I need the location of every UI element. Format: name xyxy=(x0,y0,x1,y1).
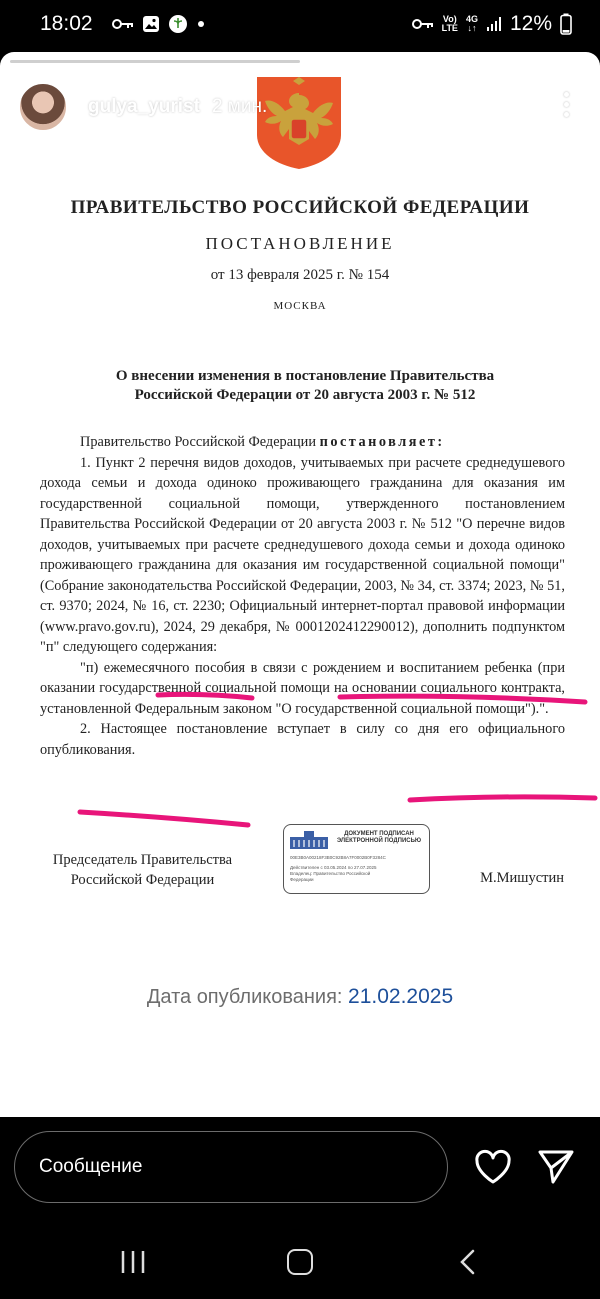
publication-label: Дата опубликования: xyxy=(146,986,349,1008)
4g-label: 4G xyxy=(465,14,478,24)
coat-of-arms-icon xyxy=(255,75,343,171)
document-type: ПОСТАНОВЛЕНИЕ xyxy=(205,234,395,253)
story-header[interactable] xyxy=(18,82,267,132)
4g-indicator xyxy=(466,15,478,33)
paragraph-1-sub: "п) ежемесячного пособия в связи с рождением и воспитанием ребенка (при оказании государственной социальной помощи на основании социального контракта, установленной Федеральным законом "О государственной социальной помощи").". xyxy=(40,659,565,717)
intro-verb: постановляет: xyxy=(319,434,445,450)
message-input[interactable]: Сообщение xyxy=(14,1131,448,1203)
recent-apps-icon[interactable] xyxy=(120,1249,146,1275)
lte-label: LTE xyxy=(441,23,458,33)
avatar[interactable] xyxy=(18,82,68,132)
signal-icon xyxy=(486,16,502,32)
heading-line-1: О внесении изменения в постановление Правительства xyxy=(115,368,495,384)
volte-label: Vo) xyxy=(442,14,457,24)
username[interactable]: gulya_yurist xyxy=(88,96,200,117)
reply-bar xyxy=(0,1117,600,1227)
document-date: от 13 февраля 2025 г. № 154 xyxy=(210,267,390,283)
notification-icons xyxy=(112,14,206,34)
key-icon xyxy=(112,17,134,31)
send-icon[interactable] xyxy=(537,1148,575,1186)
story-viewer[interactable] xyxy=(0,52,600,1117)
signature-cert: 00E3B0A00218F3B0C92B8A7F0002B0F3284C xyxy=(290,855,386,860)
decree-document xyxy=(0,52,600,1117)
intro-paragraph xyxy=(40,432,565,453)
signer-title xyxy=(40,850,245,890)
story-progress-bar xyxy=(10,60,590,63)
publication-date-value: 21.02.2025 xyxy=(348,985,454,1008)
gallery-icon xyxy=(142,15,160,33)
status-bar xyxy=(0,0,600,52)
post-time: 2 мин. xyxy=(211,96,268,117)
like-heart-icon[interactable] xyxy=(474,1149,512,1185)
document-heading xyxy=(60,367,550,405)
document-body xyxy=(40,432,565,760)
more-options-icon[interactable] xyxy=(564,92,570,122)
signer-title-line-1: Председатель Правительства xyxy=(52,852,233,868)
home-button[interactable] xyxy=(287,1249,313,1275)
document-city: МОСКВА xyxy=(273,300,327,312)
vpn-key-icon xyxy=(412,17,434,31)
signer-title-line-2: Российской Федерации xyxy=(70,872,215,888)
government-title: ПРАВИТЕЛЬСТВО РОССИЙСКОЙ ФЕДЕРАЦИИ xyxy=(70,197,530,218)
electronic-signature-stamp xyxy=(283,824,430,894)
clock: 18:02 xyxy=(40,12,93,35)
signature-title: ДОКУМЕНТ ПОДПИСАН ЭЛЕКТРОННОЙ ПОДПИСЬЮ xyxy=(336,831,422,844)
dot-icon xyxy=(196,19,206,29)
paragraph-2: 2. Настоящее постановление вступает в силу со дня его официального опубликования. xyxy=(40,721,565,758)
volte-indicator xyxy=(442,15,458,33)
paragraph-1: 1. Пункт 2 перечня видов доходов, учитываемых при расчете среднедушевого дохода семьи и дохода одиноко проживающего гражданина для оказания им государственной социальной помощи, утвержденного постановлением Правительства Российской Федерации от 20 августа 2003 г. № 512 "О перечне видов доходов, учитываемых при расчете среднедушевого дохода семьи и дохода одиноко проживающего гражданина для оказания им государственной социальной помощи" (Собрание законодательства Российской Федерации, 2003, № 34, ст. 3374; 2023, № 51, ст. 9370; 2024, № 16, ст. 2230; Официальный интернет-портал правовой информации (www.pravo.gov.ru), 2024, 29 декабря, № 0001202412290012), дополнить подпунктом "п" следующего содержания: xyxy=(40,454,565,655)
signature-valid: Действителен с 03.05.2024 по 27.07.2025 xyxy=(290,865,377,870)
app-icon xyxy=(168,14,188,34)
signature-owner-2: Федерации xyxy=(290,877,314,882)
publication-date xyxy=(0,985,600,1009)
battery-icon xyxy=(560,13,572,35)
system-navigation-bar xyxy=(0,1227,600,1299)
signature-logo-icon xyxy=(290,831,328,849)
signer-name: М.Мишустин xyxy=(480,870,564,886)
intro-text: Правительство Российской Федерации xyxy=(80,434,320,450)
data-arrows-icon: ↓↑ xyxy=(467,23,477,33)
story-progress-fill xyxy=(10,60,300,63)
heading-line-2: Российской Федерации от 20 августа 2003 г. № 512 xyxy=(134,387,476,403)
signature-owner-1: Владелец: Правительство Российской xyxy=(290,871,371,876)
battery-percent: 12% xyxy=(509,12,552,35)
back-icon[interactable] xyxy=(456,1249,482,1275)
